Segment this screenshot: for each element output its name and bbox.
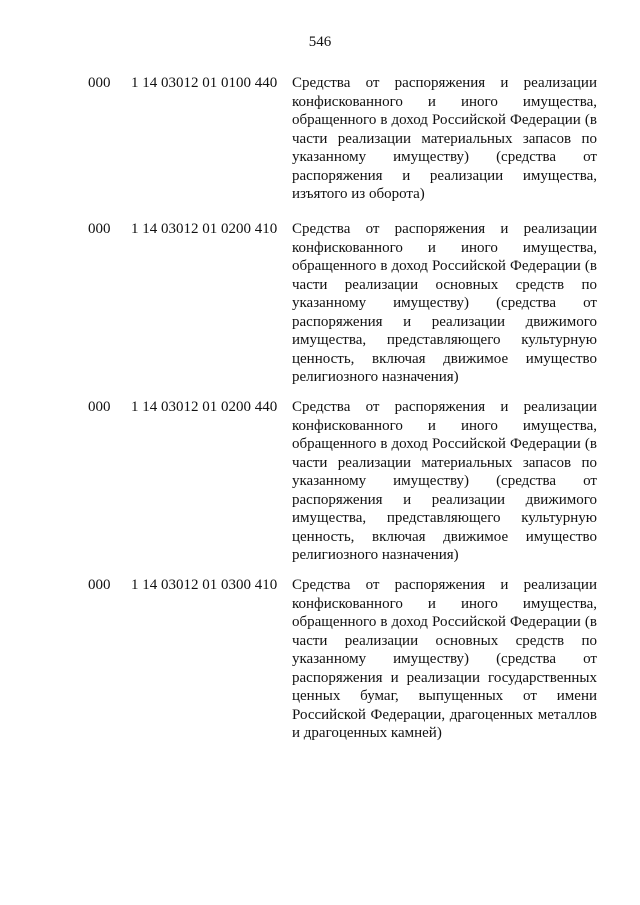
income-description: Средства от распоряжения и реализации конфискованного и иного имущества, обращенного в доход Российской Федерации (в части реализации материальных запасов по указанному имуществу) (средства от распоряжения и реализации движимого имущества, представляющего культурную ценность, включая движимое имущество религиозного назначения) <box>292 399 597 563</box>
table-row <box>0 398 640 563</box>
page-number: 546 <box>308 34 332 50</box>
table-row <box>0 576 640 746</box>
budget-classification-code: 1 14 03012 01 0200 440 <box>131 399 278 415</box>
income-description: Средства от распоряжения и реализации конфискованного и иного имущества, обращенного в доход Российской Федерации (в части реализации основных средств по указанному имуществу) (средства от распоряжения и реализации движимого имущества, представляющего культурную ценность, включая движимое имущество религиозного назначения) <box>292 221 597 385</box>
budget-classification-code: 1 14 03012 01 0200 410 <box>131 221 278 237</box>
admin-code: 000 <box>88 399 111 415</box>
code-table <box>0 74 640 746</box>
income-description: Средства от распоряжения и реализации конфискованного и иного имущества, обращенного в доход Российской Федерации (в части реализации материальных запасов по указанному имуществу) (средства от распоряжения и реализации имущества, изъятого из оборота) <box>292 75 597 202</box>
admin-code: 000 <box>88 221 111 237</box>
table-row <box>0 74 640 216</box>
table-row <box>0 220 640 385</box>
income-description: Средства от распоряжения и реализации конфискованного и иного имущества, обращенного в доход Российской Федерации (в части реализации основных средств по указанному имуществу) (средства от распоряжения и реализации государственных ценных бумаг, выпущенных от имени Российской Федерации, драгоценных металлов и драгоценных камней) <box>292 577 597 741</box>
admin-code: 000 <box>88 577 111 593</box>
admin-code: 000 <box>88 75 111 91</box>
budget-classification-code: 1 14 03012 01 0300 410 <box>131 577 278 593</box>
budget-classification-code: 1 14 03012 01 0100 440 <box>131 75 278 91</box>
